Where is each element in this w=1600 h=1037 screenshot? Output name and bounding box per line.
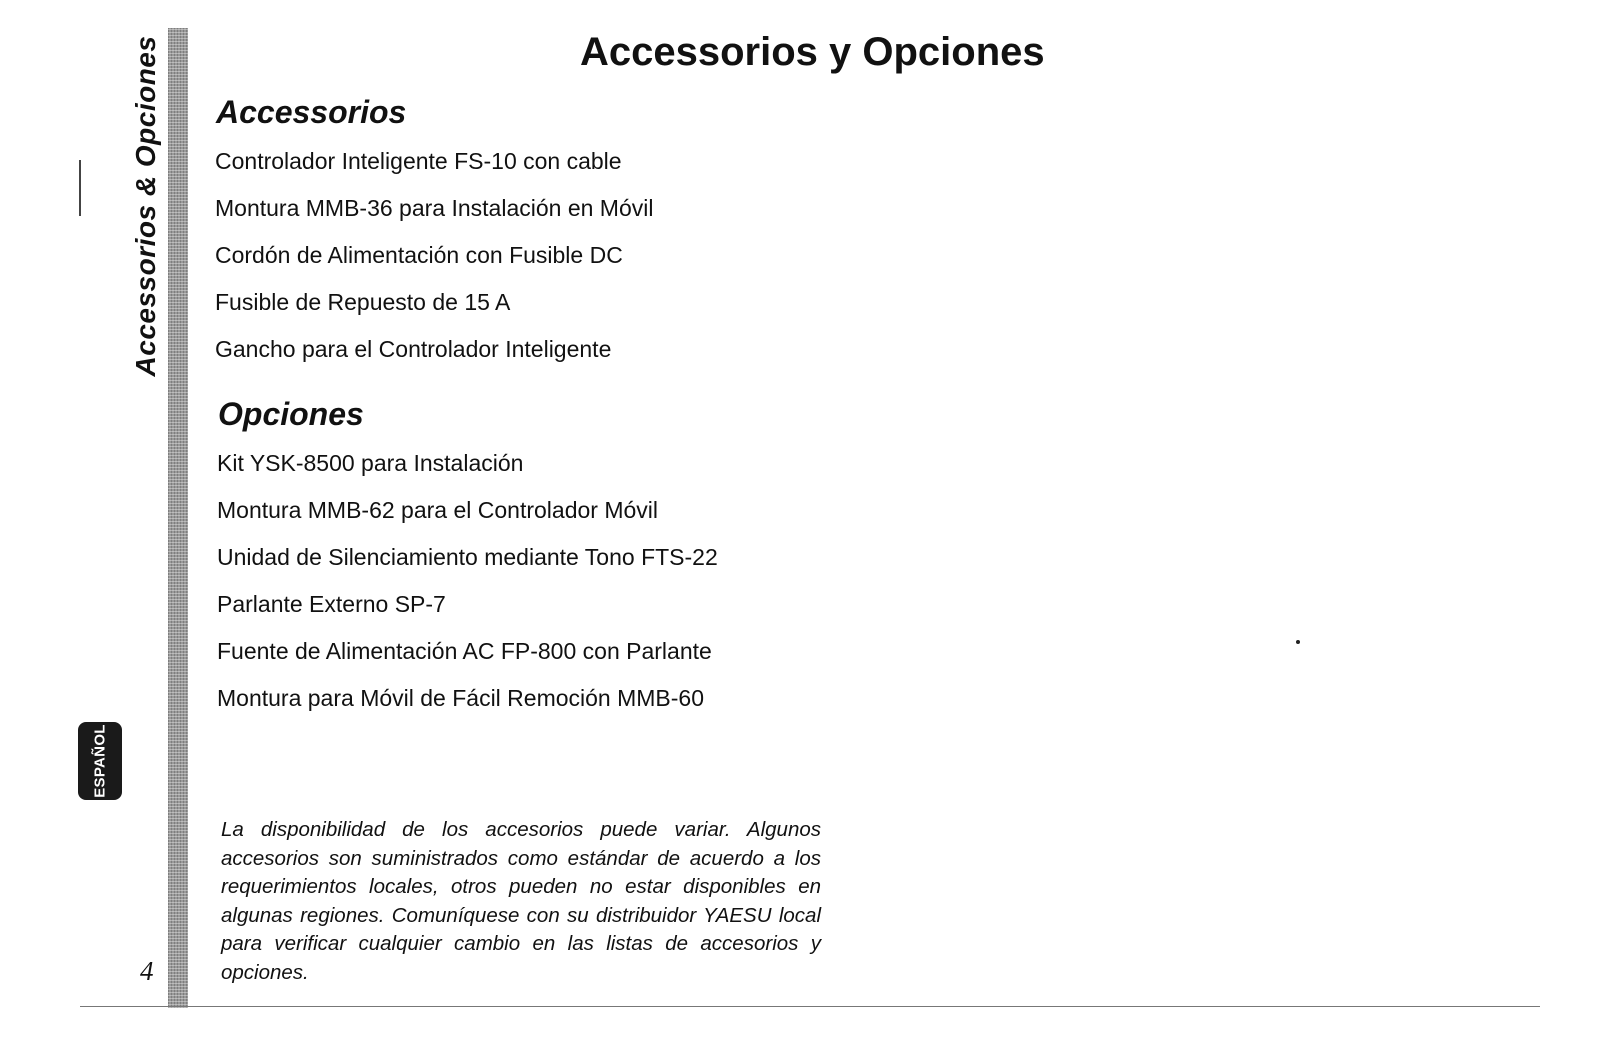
list-item: Controlador Inteligente FS-10 con cable (215, 148, 622, 174)
language-tab (78, 722, 122, 800)
accessories-heading: Accessorios (216, 94, 407, 130)
list-item: Parlante Externo SP-7 (217, 591, 446, 617)
list-item: Fuente de Alimentación AC FP-800 con Parlante (217, 638, 712, 664)
list-item: Cordón de Alimentación con Fusible DC (215, 242, 623, 268)
language-tab-label: ESPAÑOL (91, 724, 109, 798)
side-section-title: Accessorios & Opciones (130, 35, 161, 377)
list-item: Unidad de Silenciamiento mediante Tono FTS-22 (217, 544, 718, 570)
list-item: Montura para Móvil de Fácil Remoción MMB-60 (217, 685, 705, 711)
list-item: Kit YSK-8500 para Instalación (217, 450, 524, 476)
list-item: Montura MMB-62 para el Controlador Móvil (217, 497, 659, 523)
page-title: Accessorios y Opciones (580, 30, 1045, 74)
list-item: Gancho para el Controlador Inteligente (215, 336, 612, 362)
accessories-list (215, 146, 653, 381)
bottom-rule (80, 1006, 1540, 1007)
options-heading: Opciones (218, 396, 364, 432)
margin-tick-mark (79, 160, 81, 216)
list-item: Fusible de Repuesto de 15 A (215, 289, 511, 315)
print-speck (1296, 640, 1300, 644)
availability-note: La disponibilidad de los accesorios puede variar. Algunos accesorios son suministrados como estándar de acuerdo a los requerimientos locales, otros pueden no estar disponibles en algunas regiones. Comuníquese con su distribuidor YAESU local para verificar cualquier cambio en las listas de accesorios y opciones. (221, 818, 821, 984)
side-rule-band (168, 28, 188, 1008)
page-number: 4 (140, 956, 154, 986)
options-list (217, 448, 718, 730)
list-item: Montura MMB-36 para Instalación en Móvil (215, 195, 654, 221)
